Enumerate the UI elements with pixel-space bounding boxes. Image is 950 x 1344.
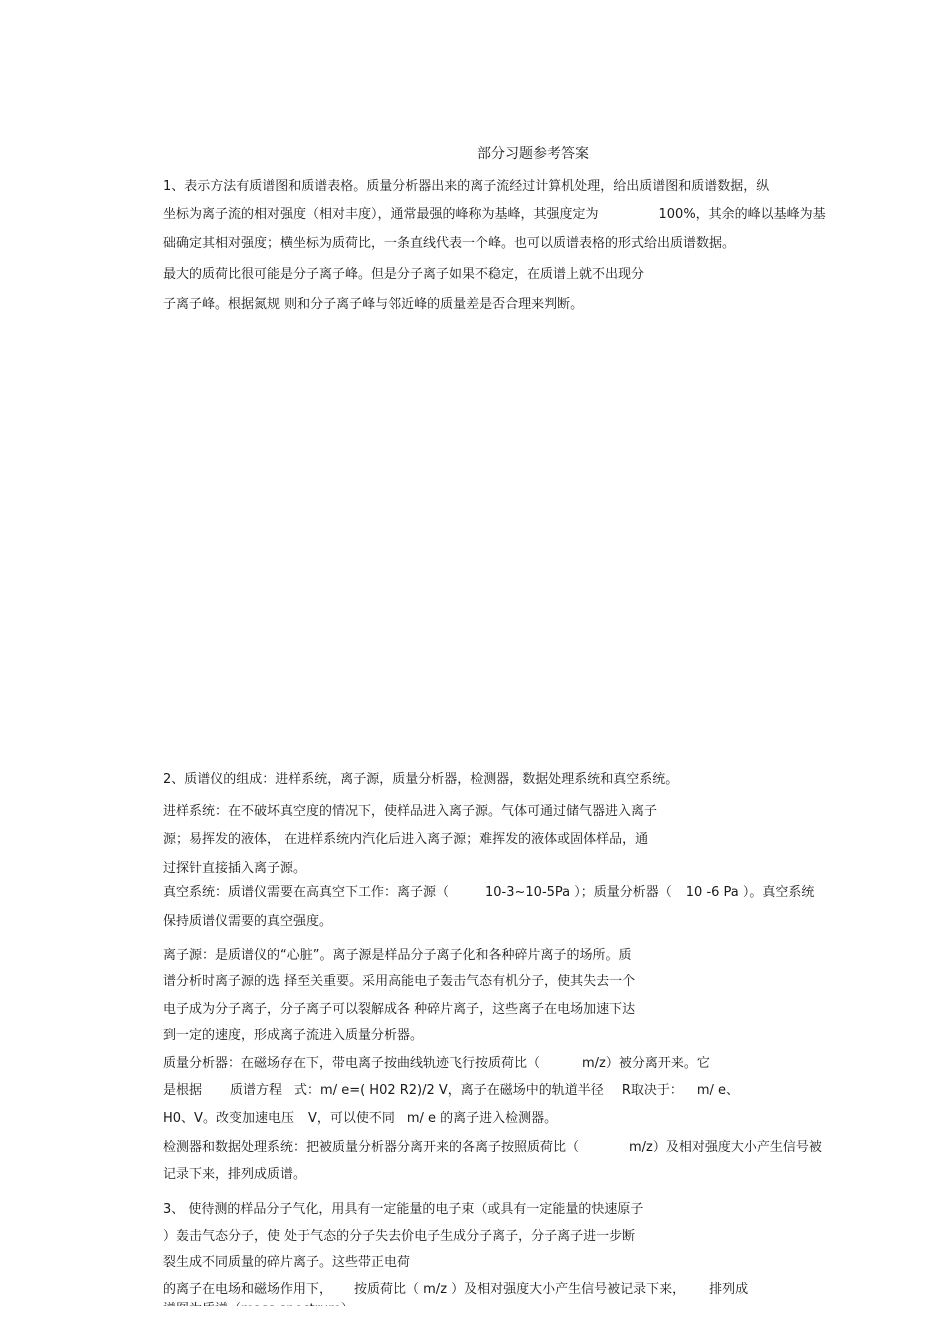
text-segment: H0、V。改变加速电压 bbox=[163, 1111, 294, 1126]
paragraph-line bbox=[163, 1281, 748, 1299]
paragraph-line: 电子成为分子离子，分子离子可以裂解成各 种碎片离子，这些离子在电场加速下达 bbox=[163, 1002, 636, 1017]
text-segment: 是根据 bbox=[163, 1083, 203, 1098]
text-segment: 按质荷比（ m/z ）及相对强度大小产生信号被记录下来， bbox=[354, 1282, 686, 1297]
paragraph-line: 记录下来，排列成质谱。 bbox=[163, 1167, 307, 1182]
page-title: 部分习题参考答案 bbox=[477, 146, 589, 162]
paragraph-line bbox=[163, 1110, 557, 1128]
paragraph-line: 离子源：是质谱仪的“心脏”。离子源是样品分子离子化和各种碎片离子的场所。质 bbox=[163, 948, 632, 963]
text-segment: m/ e 的离子进入检测器。 bbox=[406, 1111, 558, 1126]
text-segment: m/z）及相对强度大小产生信号被 bbox=[629, 1140, 822, 1155]
text-segment: 100%，其余的峰以基峰为基 bbox=[658, 207, 826, 222]
text-segment: 坐标为离子流的相对强度（相对丰度），通常最强的峰称为基峰，其强度定为 bbox=[163, 207, 599, 222]
text-segment: 式：m/ e=( H02 R2)/2 V，离子在磁场中的轨道半径 bbox=[294, 1083, 604, 1098]
text-segment: 质谱方程 bbox=[230, 1083, 283, 1098]
text-segment: m/z）被分离开来。它 bbox=[582, 1056, 710, 1071]
text-segment: m/ e、 bbox=[696, 1083, 740, 1098]
text-segment: V，可以使不同 bbox=[307, 1111, 395, 1126]
paragraph-line: 到一定的速度，形成离子流进入质量分析器。 bbox=[163, 1028, 424, 1043]
paragraph-line: 子离子峰。根据氮规 则和分子离子峰与邻近峰的质量差是否合理来判断。 bbox=[163, 297, 584, 312]
paragraph-line bbox=[163, 884, 814, 902]
paragraph-line: 源；易挥发的液体， 在进样系统内汽化后进入离子源；难挥发的液体或固体样品，通 bbox=[163, 832, 649, 847]
paragraph-line: 3、 使待测的样品分子气化，用具有一定能量的电子束（或具有一定能量的快速原子 bbox=[163, 1202, 644, 1217]
paragraph-line: 2、质谱仪的组成：进样系统，离子源，质量分析器，检测器，数据处理系统和真空系统。 bbox=[163, 772, 679, 787]
text-segment: 10 -6 Pa ）。真空系统 bbox=[685, 885, 815, 900]
paragraph-line: 谱分析时离子源的选 择至关重要。采用高能电子轰击气态有机分子，使其失去一个 bbox=[163, 974, 636, 989]
text-segment: 质量分析器：在磁场存在下，带电离子按曲线轨迹飞行按质荷比（ bbox=[163, 1056, 541, 1071]
paragraph-line: 进样系统：在不破坏真空度的情况下，使样品进入离子源。气体可通过储气器进入离子 bbox=[163, 804, 658, 819]
page-bottom-edge bbox=[0, 1306, 950, 1344]
paragraph-line bbox=[163, 206, 826, 224]
paragraph-line: 裂生成不同质量的碎片离子。这些带正电荷 bbox=[163, 1255, 411, 1270]
paragraph-line: ）轰击气态分子，使 处于气态的分子失去价电子生成分子离子，分子离子进一步断 bbox=[163, 1229, 636, 1244]
paragraph-line: 1、表示方法有质谱图和质谱表格。质量分析器出来的离子流经过计算机处理，给出质谱图和质谱数据，纵 bbox=[163, 179, 770, 194]
paragraph-line: 础确定其相对强度；横坐标为质荷比，一条直线代表一个峰。也可以质谱表格的形式给出质谱数据。 bbox=[163, 236, 736, 251]
text-segment: R取决于： bbox=[621, 1083, 683, 1098]
text-segment: 10-3~10-5Pa ）；质量分析器（ bbox=[485, 885, 672, 900]
text-segment: 真空系统：质谱仪需要在高真空下工作：离子源（ bbox=[163, 885, 450, 900]
text-segment: 的离子在电场和磁场作用下， bbox=[163, 1282, 333, 1297]
text-segment: 排列成 bbox=[709, 1282, 749, 1297]
paragraph-line bbox=[163, 1082, 739, 1100]
paragraph-line bbox=[163, 1055, 710, 1073]
paragraph-line: 过探针直接插入离子源。 bbox=[163, 861, 307, 876]
paragraph-line: 最大的质荷比很可能是分子离子峰。但是分子离子如果不稳定，在质谱上就不出现分 bbox=[163, 267, 645, 282]
text-segment: 检测器和数据处理系统：把被质量分析器分离开来的各离子按照质荷比（ bbox=[163, 1140, 580, 1155]
paragraph-line bbox=[163, 1139, 822, 1157]
paragraph-line: 保持质谱仪需要的真空强度。 bbox=[163, 914, 333, 929]
